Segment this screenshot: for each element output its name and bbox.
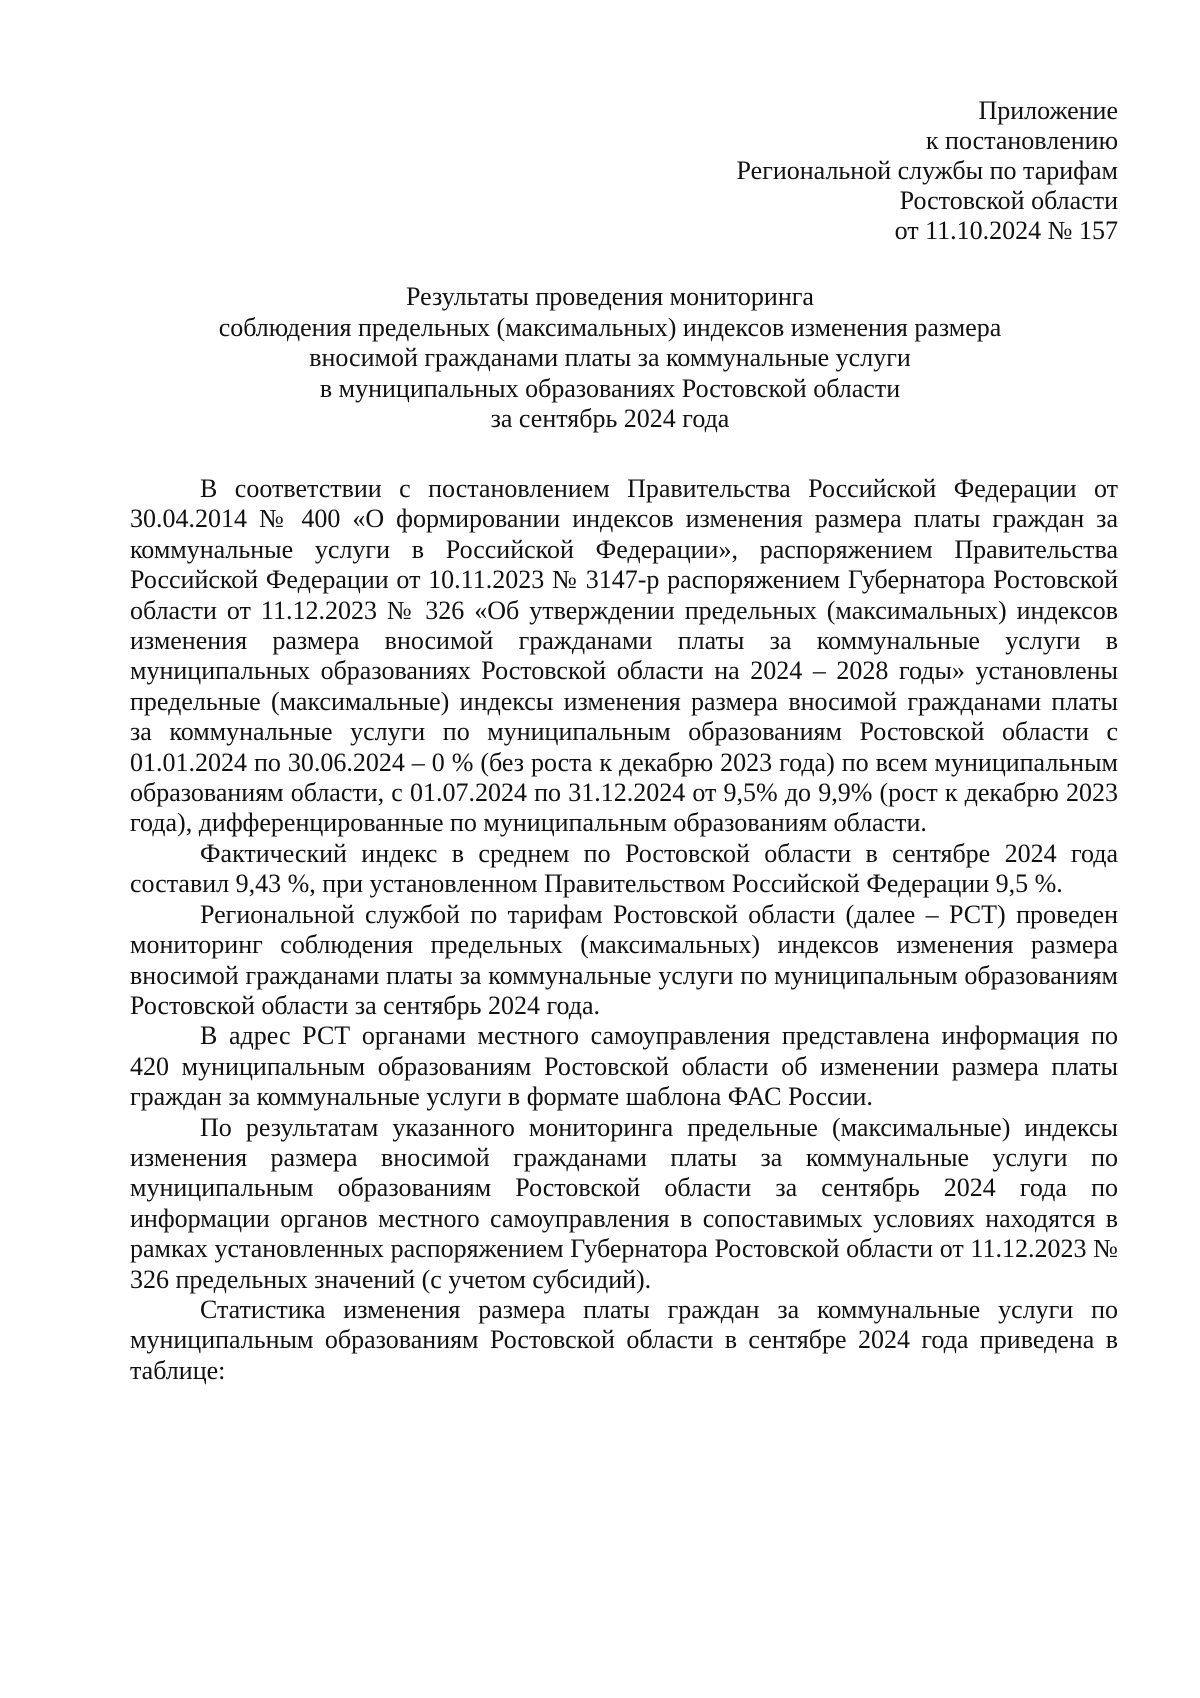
document-body <box>130 474 1118 1386</box>
title-line: соблюдения предельных (максимальных) индексов изменения размера <box>218 312 1002 342</box>
appendix-line: к постановлению <box>925 126 1118 155</box>
title-line: за сентябрь 2024 года <box>490 404 730 433</box>
appendix-date-number: от 11.10.2024 № 157 <box>894 216 1118 245</box>
title-line: вносимой гражданами платы за коммунальные услуги <box>309 343 911 372</box>
body-paragraph: В соответствии с постановлением Правительства Российской Федерации от 30.04.2014 № 400 «О формировании индексов изменения размера платы граждан за коммунальные услуги в Российской Федерации», распоряжением Правительства Российской Федерации от 10.11.2023 № 3147-р распоряжением Губернатора Ростовской области от 11.12.2023 № 326 «Об утверждении предельных (максимальных) индексов изменения размера вносимой гражданами платы за коммунальные услуги в муниципальных образованиях Ростовской области на 2024 – 2028 годы» установлены предельные (максимальные) индексы изменения размера вносимой гражданами платы за коммунальные услуги по муниципальным образованиям Ростовской области с 01.01.2024 по 30.06.2024 – 0 % (без роста к декабрю 2023 года) по всем муниципальным образованиям области, с 01.07.2024 по 31.12.2024 от 9,5% до 9,9% (рост к декабрю 2023 года), дифференцированные по муниципальным образованиям области. <box>130 474 1118 838</box>
appendix-line: Региональной службы по тарифам <box>736 156 1118 185</box>
body-paragraph: Региональной службой по тарифам Ростовской области (далее – РСТ) проведен мониторинг соблюдения предельных (максимальных) индексов изменения размера вносимой гражданами платы за коммунальные услуги по муниципальным образованиям Ростовской области за сентябрь 2024 года. <box>130 899 1118 1020</box>
document-title <box>130 282 1090 435</box>
body-paragraph: Фактический индекс в среднем по Ростовской области в сентябре 2024 года составил 9,43 %, при установленном Правительством Российской Федерации 9,5 %. <box>130 838 1118 899</box>
title-line: в муниципальных образованиях Ростовской области <box>319 373 901 403</box>
body-paragraph: В адрес РСТ органами местного самоуправления представлена информация по 420 муниципальным образованиям Ростовской области об изменении размера платы граждан за коммунальные услуги в формате шаблона ФАС России. <box>130 1021 1118 1112</box>
title-line: Результаты проведения мониторинга <box>406 282 814 311</box>
appendix-line: Ростовской области <box>899 186 1118 215</box>
body-paragraph: По результатам указанного мониторинга предельные (максимальные) индексы изменения размера вносимой гражданами платы за коммунальные услуги по муниципальным образованиям Ростовской области за сентябрь 2024 года по информации органов местного самоуправления в сопоставимых условиях находятся в рамках установленных распоряжением Губернатора Ростовской области от 11.12.2023 № 326 предельных значений (с учетом субсидий). <box>130 1112 1118 1294</box>
appendix-header <box>737 96 1118 246</box>
appendix-line: Приложение <box>978 96 1118 125</box>
body-paragraph: Статистика изменения размера платы граждан за коммунальные услуги по муниципальным образованиям Ростовской области в сентябре 2024 года приведена в таблице: <box>130 1294 1118 1385</box>
